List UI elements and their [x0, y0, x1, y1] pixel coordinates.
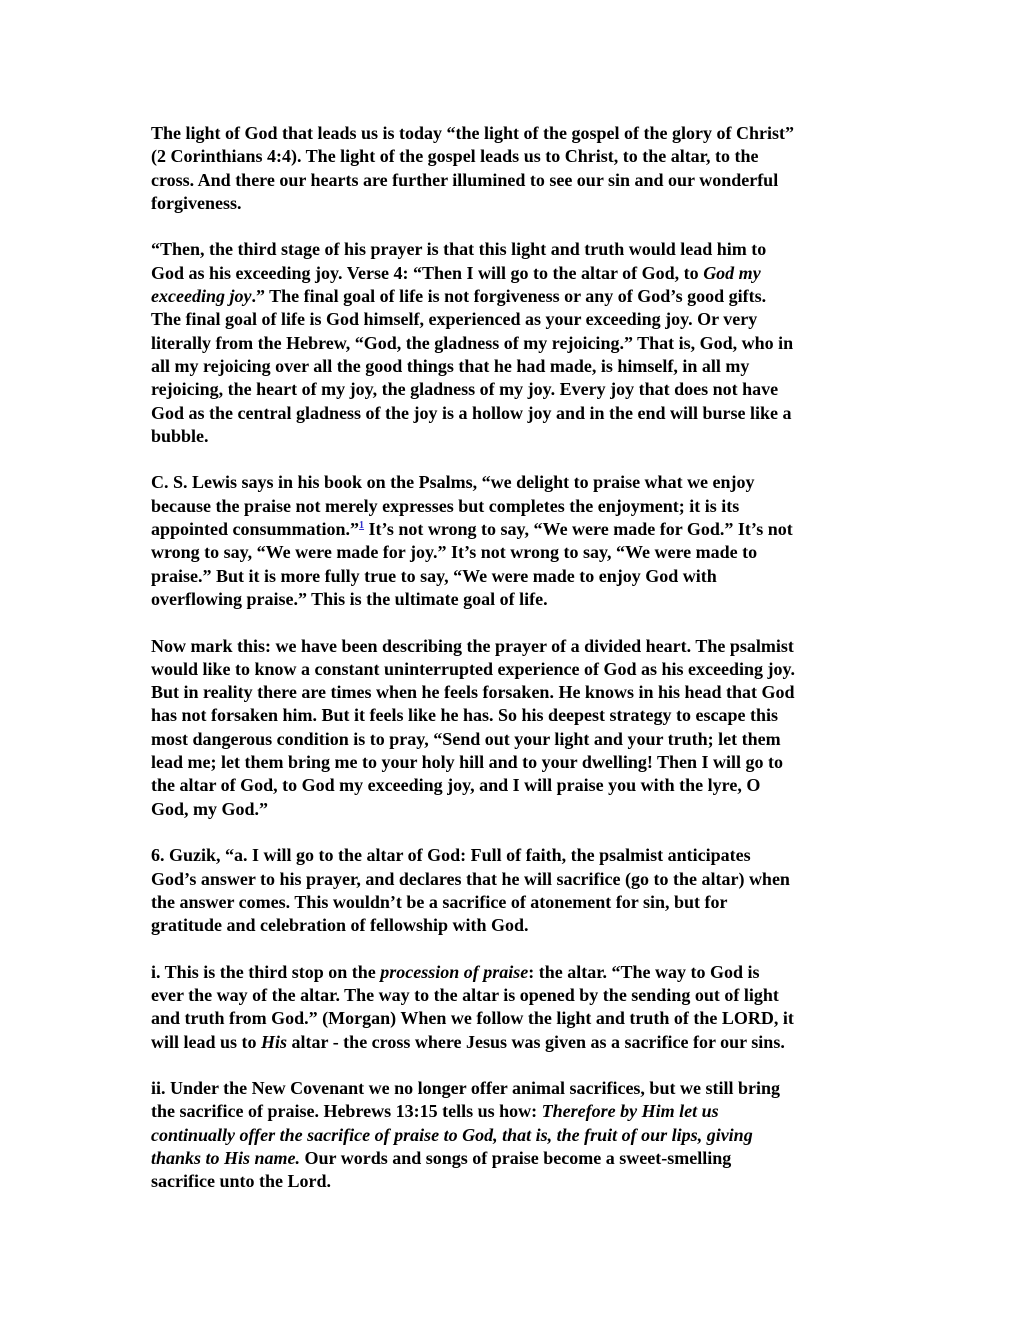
text-line — [151, 774, 881, 797]
text-run: i. This is the third stop on the — [151, 961, 381, 982]
text-run: gratitude and celebration of fellowship with God. — [151, 915, 529, 936]
text-line — [151, 891, 881, 914]
text-line — [151, 914, 881, 937]
text-line — [151, 844, 881, 867]
text-run: the altar of God, to God my exceeding joy, and I will praise you with the lyre, O — [151, 775, 761, 796]
italic-text: continually offer the sacrifice of praise to God, that is, the fruit of our lips, giving — [151, 1124, 753, 1145]
text-line — [151, 471, 881, 494]
text-line — [151, 285, 881, 308]
text-line — [151, 1007, 881, 1030]
text-run: Our words and songs of praise become a sweet-smelling — [300, 1148, 732, 1169]
text-line — [151, 751, 881, 774]
text-line — [151, 238, 881, 261]
text-run: .” The final goal of life is not forgiveness or any of God’s good gifts. — [251, 286, 767, 307]
text-run: because the praise not merely expresses but completes the enjoyment; it is its — [151, 495, 740, 516]
text-line — [151, 122, 881, 145]
text-line — [151, 378, 881, 401]
paragraph-guzik-altar — [151, 844, 881, 937]
paragraph-cs-lewis-quote — [151, 471, 881, 611]
text-line — [151, 425, 881, 448]
text-run: overflowing praise.” This is the ultimate goal of life. — [151, 588, 548, 609]
text-line — [151, 984, 881, 1007]
text-line — [151, 798, 881, 821]
text-line — [151, 565, 881, 588]
paragraph-procession-of-praise — [151, 961, 881, 1054]
text-run: the answer comes. This wouldn’t be a sacrifice of atonement for sin, but for — [151, 891, 728, 912]
text-run: and truth from God.” (Morgan) When we follow the light and truth of the LORD, it — [151, 1008, 794, 1029]
italic-text: His — [261, 1031, 288, 1052]
italic-text: thanks to His name. — [151, 1148, 301, 1169]
text-line — [151, 518, 881, 541]
text-run: God as his exceeding joy. Verse 4: “Then I will go to the altar of God, to — [151, 262, 704, 283]
text-run: 6. Guzik, “a. I will go to the altar of God: Full of faith, the psalmist anticipates — [151, 845, 751, 866]
text-run: (2 Corinthians 4:4). The light of the gospel leads us to Christ, to the altar, to the — [151, 146, 759, 167]
text-run: the sacrifice of praise. Hebrews 13:15 tells us how: — [151, 1101, 542, 1122]
footnote-link[interactable]: 1 — [359, 520, 365, 532]
text-run: Now mark this: we have been describing the prayer of a divided heart. The psalmist — [151, 635, 794, 656]
text-run: appointed consummation.” — [151, 519, 360, 540]
text-line — [151, 1147, 881, 1170]
text-line — [151, 1077, 881, 1100]
text-line — [151, 635, 881, 658]
text-line — [151, 262, 881, 285]
paragraph-third-stage-prayer — [151, 238, 881, 448]
text-run: literally from the Hebrew, “God, the gladness of my rejoicing.” That is, God, who in — [151, 332, 794, 353]
text-line — [151, 704, 881, 727]
text-run: sacrifice unto the Lord. — [151, 1171, 331, 1192]
text-line — [151, 192, 881, 215]
text-run: bubble. — [151, 425, 209, 446]
text-line — [151, 1170, 881, 1193]
text-run: praise.” But it is more fully true to say, “We were made to enjoy God with — [151, 565, 717, 586]
text-run: ever the way of the altar. The way to the altar is opened by the sending out of light — [151, 984, 779, 1005]
document-page — [151, 122, 881, 1217]
text-run: God as the central gladness of the joy is a hollow joy and in the end will burse like a — [151, 402, 792, 423]
text-run: has not forsaken him. But it feels like he has. So his deepest strategy to escape this — [151, 705, 779, 726]
text-line — [151, 308, 881, 331]
text-line — [151, 658, 881, 681]
text-line — [151, 868, 881, 891]
text-line — [151, 1100, 881, 1123]
text-run: wrong to say, “We were made for joy.” It’s not wrong to say, “We were made to — [151, 542, 758, 563]
italic-text: exceeding joy — [151, 286, 252, 307]
text-line — [151, 169, 881, 192]
text-line — [151, 145, 881, 168]
text-line — [151, 681, 881, 704]
text-run: God’s answer to his prayer, and declares that he will sacrifice (go to the altar) when — [151, 868, 790, 889]
text-run: But in reality there are times when he feels forsaken. He knows in his head that God — [151, 682, 795, 703]
text-run: all my rejoicing over all the good things that he had made, is himself, in all my — [151, 355, 750, 376]
text-run: would like to know a constant uninterrupted experience of God as his exceeding joy. — [151, 658, 796, 679]
text-line — [151, 1031, 881, 1054]
text-run: lead me; let them bring me to your holy hill and to your dwelling! Then I will go to — [151, 752, 784, 773]
text-run: “Then, the third stage of his prayer is that this light and truth would lead him to — [151, 239, 767, 260]
text-run: most dangerous condition is to pray, “Send out your light and your truth; let them — [151, 728, 781, 749]
text-run: God, my God.” — [151, 798, 269, 819]
paragraph-light-of-gospel — [151, 122, 881, 215]
text-run: C. S. Lewis says in his book on the Psalms, “we delight to praise what we enjoy — [151, 472, 755, 493]
italic-text: procession of praise — [380, 961, 529, 982]
text-line — [151, 728, 881, 751]
text-line — [151, 495, 881, 518]
text-run: cross. And there our hearts are further illumined to see our sin and our wonderful — [151, 169, 779, 190]
text-run: forgiveness. — [151, 192, 242, 213]
text-run: rejoicing, the heart of my joy, the gladness of my joy. Every joy that does not have — [151, 379, 779, 400]
text-line — [151, 541, 881, 564]
paragraph-new-covenant — [151, 1077, 881, 1193]
text-line — [151, 1124, 881, 1147]
text-run: The light of God that leads us is today “the light of the gospel of the glory of Christ” — [151, 123, 795, 143]
italic-text: Therefore by Him let us — [541, 1101, 719, 1122]
text-run: will lead us to — [151, 1031, 262, 1052]
text-run: : the altar. “The way to God is — [528, 961, 760, 982]
text-line — [151, 332, 881, 355]
text-line — [151, 355, 881, 378]
text-run: ii. Under the New Covenant we no longer offer animal sacrifices, but we still bring — [151, 1078, 780, 1099]
text-line — [151, 961, 881, 984]
text-run: It’s not wrong to say, “We were made for God.” It’s not — [364, 519, 793, 540]
text-line — [151, 588, 881, 611]
text-run: The final goal of life is God himself, experienced as your exceeding joy. Or very — [151, 309, 758, 330]
text-run: altar - the cross where Jesus was given as a sacrifice for our sins. — [287, 1031, 785, 1052]
text-line — [151, 402, 881, 425]
paragraph-divided-heart — [151, 635, 881, 821]
italic-text: God my — [703, 262, 761, 283]
